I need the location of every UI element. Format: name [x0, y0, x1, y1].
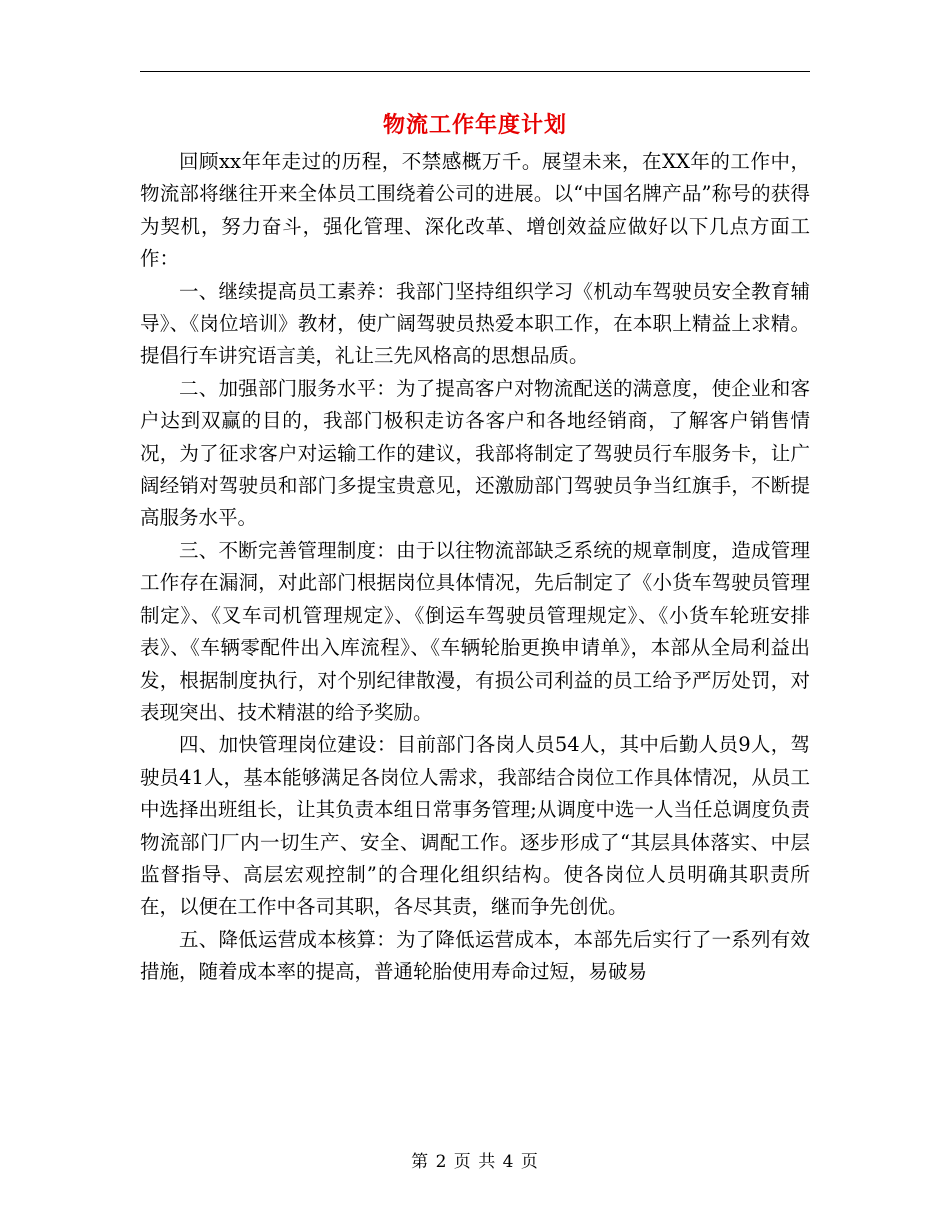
paragraph-2: 二、加强部门服务水平：为了提高客户对物流配送的满意度，使企业和客户达到双赢的目的，我部门极积走访各客户和各地经销商，了解客户销售情况，为了征求客户对运输工作的建议，我部将制定了驾驶员行车服务卡，让广阔经销对驾驶员和部门多提宝贵意见，还激励部门驾驶员争当红旗手，不断提高服务水平。 [140, 376, 810, 530]
paragraph-5: 五、降低运营成本核算：为了降低运营成本，本部先后实行了一系列有效措施，随着成本率的提高，普通轮胎使用寿命过短，易破易 [140, 927, 810, 984]
paragraph-3: 三、不断完善管理制度：由于以往物流部缺乏系统的规章制度，造成管理工作存在漏洞，对此部门根据岗位具体情况，先后制定了《小货车驾驶员管理制定》、《叉车司机管理规定》、《倒运车驾驶员管理规定》、《小货车轮班安排表》、《车辆零配件出入库流程》、《车辆轮胎更换申请单》，本部从全局利益出发，根据制度执行，对个别纪律散漫，有损公司利益的员工给予严厉处罚，对表现突出、技术精湛的给予奖励。 [140, 538, 810, 724]
paragraph-1: 一、继续提高员工素养：我部门坚持组织学习《机动车驾驶员安全教育辅导》、《岗位培训》教材，使广阔驾驶员热爱本职工作，在本职上精益上求精。提倡行车讲究语言美，礼让三先风格高的思想品质。 [140, 279, 810, 368]
document-body [140, 146, 810, 989]
paragraph-4: 四、加快管理岗位建设：目前部门各岗人员54人，其中后勤人员9人，驾驶员41人，基本能够满足各岗位人需求，我部结合岗位工作具体情况，从员工中选择出班组长，让其负责本组日常事务管理;从调度中选一人当任总调度负责物流部门厂内一切生产、安全、调配工作。逐步形成了“其层具体落实、中层监督指导、高层宏观控制”的合理化组织结构。使各岗位人员明确其职责所在，以便在工作中各司其职，各尽其责，继而争先创优。 [140, 733, 810, 919]
document-title: 物流工作年度计划 [382, 112, 567, 138]
header-rule [140, 71, 810, 72]
page-number: 第 2 页 共 4 页 [411, 1152, 539, 1172]
paragraph-intro: 回顾xx年年走过的历程，不禁感概万千。展望未来，在XX年的工作中，物流部将继往开来全体员工围绕着公司的进展。以“中国名牌产品”称号的获得为契机，努力奋斗，强化管理、深化改革、增创效益应做好以下几点方面工作： [140, 150, 810, 271]
